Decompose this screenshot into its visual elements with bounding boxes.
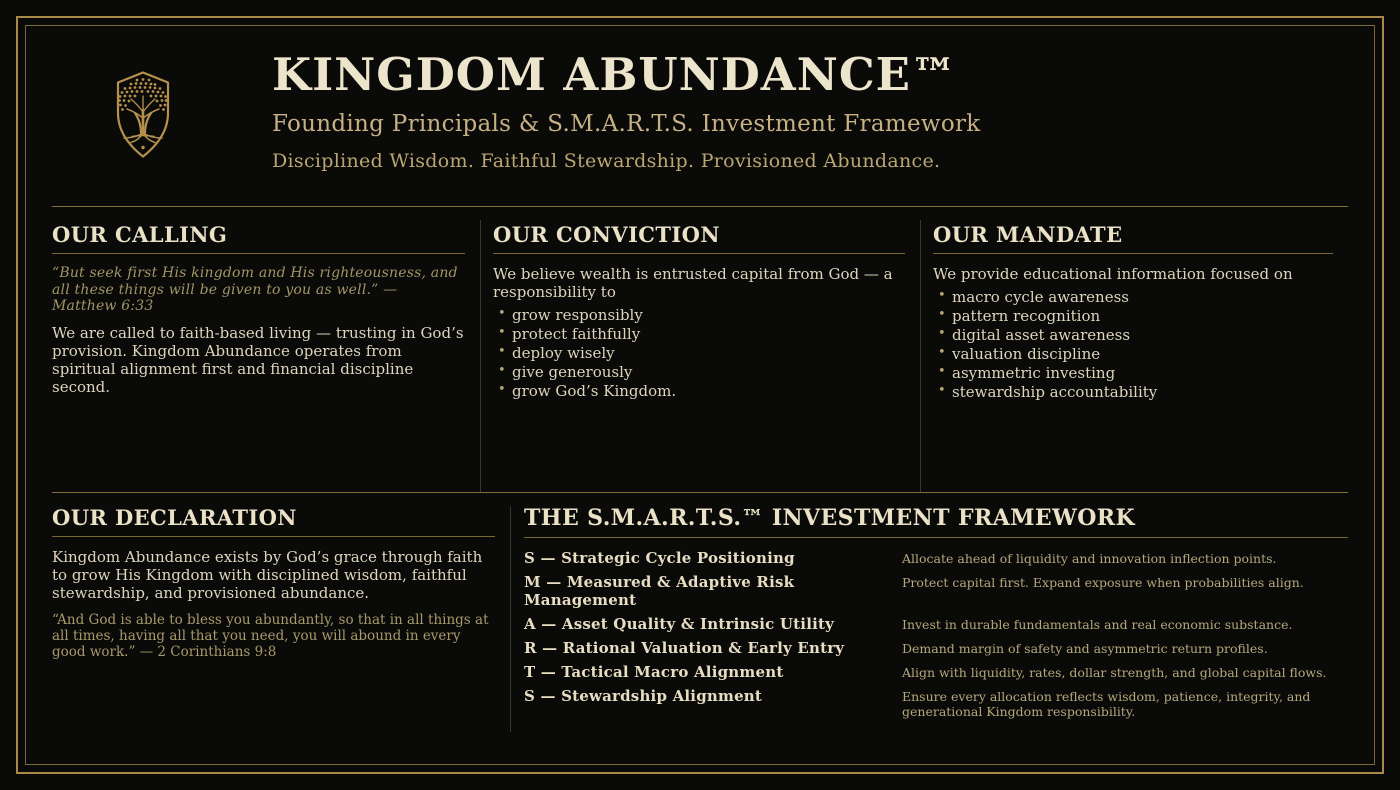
framework-row [524, 687, 1348, 720]
section-our-mandate [920, 220, 1348, 492]
framework-item-description: Ensure every allocation reflects wisdom, patience, integrity, and generational Kingdom responsibility. [902, 689, 1311, 719]
list-item: • give generously [493, 363, 905, 382]
list-item: • grow responsibly [493, 306, 905, 325]
title-block [272, 48, 981, 172]
list-item: • pattern recognition [933, 307, 1333, 326]
principles-columns [52, 220, 1348, 492]
conviction-bullet-list [493, 306, 905, 400]
framework-item-description: Align with liquidity, rates, dollar strength, and global capital flows. [902, 665, 1327, 681]
framework-item-description: Invest in durable fundamentals and real economic substance. [902, 617, 1293, 633]
declaration-body-text: Kingdom Abundance exists by God’s grace through faith to grow His Kingdom with disciplined wisdom, faithful stewardship, and provisioned abundance. [52, 548, 483, 603]
tree-shield-logo-icon [107, 68, 179, 162]
framework-item-label: M — Measured & Adaptive Risk Management [524, 573, 795, 610]
framework-rows [524, 549, 1348, 720]
framework-item-description: Allocate ahead of liquidity and innovation inflection points. [902, 551, 1277, 567]
brand-title: KINGDOM ABUNDANCE™ [272, 48, 957, 101]
framework-item-label: A — Asset Quality & Intrinsic Utility [524, 615, 835, 634]
section-our-declaration [52, 506, 510, 732]
mandate-intro-text: We provide educational information focused on [933, 265, 1293, 284]
section-our-conviction [480, 220, 920, 492]
framework-item-description: Protect capital first. Expand exposure when probabilities align. [902, 575, 1304, 591]
bottom-section [52, 506, 1348, 732]
header-divider-rule [52, 206, 1348, 207]
list-item: • valuation discipline [933, 345, 1333, 364]
list-item: • protect faithfully [493, 325, 905, 344]
framework-row [524, 615, 1348, 633]
mandate-bullet-list [933, 288, 1333, 401]
calling-heading: OUR CALLING [52, 223, 465, 254]
list-item: • deploy wisely [493, 344, 905, 363]
framework-item-label: S — Strategic Cycle Positioning [524, 549, 795, 568]
section-our-calling [52, 220, 480, 492]
document-subtitle: Founding Principals & S.M.A.R.T.S. Investment Framework [272, 111, 981, 137]
content-area [27, 27, 1373, 763]
framework-item-description: Demand margin of safety and asymmetric return profiles. [902, 641, 1268, 657]
framework-row [524, 573, 1348, 609]
list-item: • grow God’s Kingdom. [493, 382, 905, 401]
brand-tagline: Disciplined Wisdom. Faithful Stewardship. Provisioned Abundance. [272, 150, 941, 172]
declaration-heading: OUR DECLARATION [52, 506, 495, 537]
list-item: • macro cycle awareness [933, 288, 1333, 307]
conviction-intro-text: We believe wealth is entrusted capital from God — a responsibility to [493, 265, 893, 302]
framework-row [524, 549, 1348, 567]
framework-item-label: S — Stewardship Alignment [524, 687, 763, 706]
list-item: • digital asset awareness [933, 326, 1333, 345]
mid-divider-rule [52, 492, 1348, 493]
framework-row [524, 639, 1348, 657]
declaration-scripture-quote: “And God is able to bless you abundantly, so that in all things at all times, having all that you need, you will abound in every good work.” — 2 Corinthians 9:8 [52, 612, 489, 661]
conviction-heading: OUR CONVICTION [493, 223, 905, 254]
list-item: • stewardship accountability [933, 383, 1333, 402]
calling-scripture-quote: “But seek first His kingdom and His righteousness, and all these things will be given to you as well.” — Matthew 6:33 [52, 265, 458, 315]
mandate-heading: OUR MANDATE [933, 223, 1333, 254]
framework-item-label: R — Rational Valuation & Early Entry [524, 639, 845, 658]
calling-body-text: We are called to faith-based living — trusting in God’s provision. Kingdom Abundance operates from spiritual alignment first and financial discipline second. [52, 323, 464, 396]
framework-item-label: T — Tactical Macro Alignment [524, 663, 784, 682]
framework-row [524, 663, 1348, 681]
section-smarts-framework [510, 506, 1348, 732]
list-item: • asymmetric investing [933, 364, 1333, 383]
framework-heading: THE S.M.A.R.T.S.™ INVESTMENT FRAMEWORK [524, 506, 1348, 538]
header [52, 48, 1348, 172]
